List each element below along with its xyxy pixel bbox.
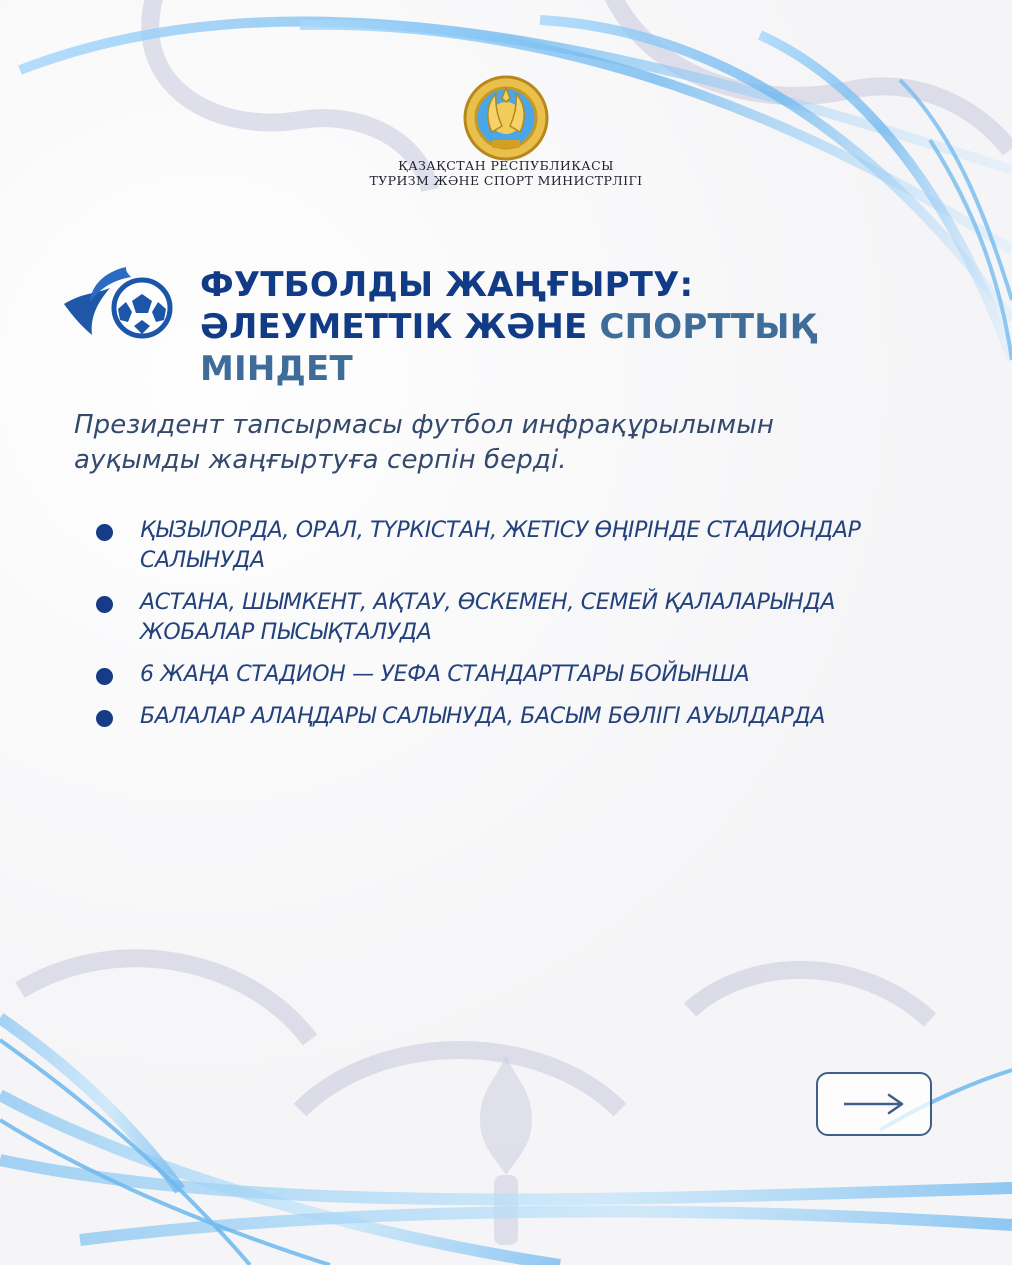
bullet-text-stadiums-regions: ҚЫЗЫЛОРДА, ОРАЛ, ТҮРКІСТАН, ЖЕТІСУ ӨҢІРІНДЕ СТАДИОНДАР САЛЫНУДА xyxy=(140,518,861,573)
ministry-name xyxy=(306,158,706,188)
bullet-text-city-projects: АСТАНА, ШЫМКЕНТ, АҚТАУ, ӨСКЕМЕН, СЕМЕЙ ҚАЛАЛАРЫНДА ЖОБАЛАР ПЫСЫҚТАЛУДА xyxy=(140,590,836,645)
intro-text: Президент тапсырмасы футбол инфрақұрылымын ауқымды жаңғыртуға серпін берді. xyxy=(74,410,774,475)
bullet-text-uefa-standards: 6 ЖАҢА СТАДИОН — УЕФА СТАНДАРТТАРЫ БОЙЫНША xyxy=(140,662,750,687)
title-line-1: ФУТБОЛДЫ ЖАҢҒЫРТУ: xyxy=(200,265,694,305)
ministry-country: ҚАЗАҚСТАН РЕСПУБЛИКАСЫ xyxy=(398,158,614,173)
kazakhstan-emblem-icon xyxy=(462,74,550,162)
bullet-dot-icon xyxy=(96,668,113,685)
next-button[interactable] xyxy=(816,1072,932,1136)
bullet-item-stadiums-regions xyxy=(92,516,922,576)
bullet-list xyxy=(92,516,922,744)
football-ball-icon xyxy=(56,262,186,344)
bullet-dot-icon xyxy=(96,596,113,613)
title-line-2-part-1: ӘЛЕУМЕТТІК ЖӘНЕ xyxy=(200,307,600,347)
bullet-item-children-fields xyxy=(92,702,922,732)
bullet-dot-icon xyxy=(96,524,113,541)
arrow-right-icon xyxy=(842,1093,906,1115)
bullet-text-children-fields: БАЛАЛАР АЛАҢДАРЫ САЛЫНУДА, БАСЫМ БӨЛІГІ АУЫЛДАРДА xyxy=(140,704,826,729)
ministry-title: ТУРИЗМ ЖӘНЕ СПОРТ МИНИСТРЛІГІ xyxy=(369,173,643,188)
bullet-item-uefa-standards xyxy=(92,660,922,690)
bullet-dot-icon xyxy=(96,710,113,727)
bullet-item-city-projects xyxy=(92,588,922,648)
title-line-2-part-2: СПОРТТЫҚ МІНДЕТ xyxy=(200,307,817,389)
page-title xyxy=(200,264,980,390)
title-line-2 xyxy=(200,306,980,390)
